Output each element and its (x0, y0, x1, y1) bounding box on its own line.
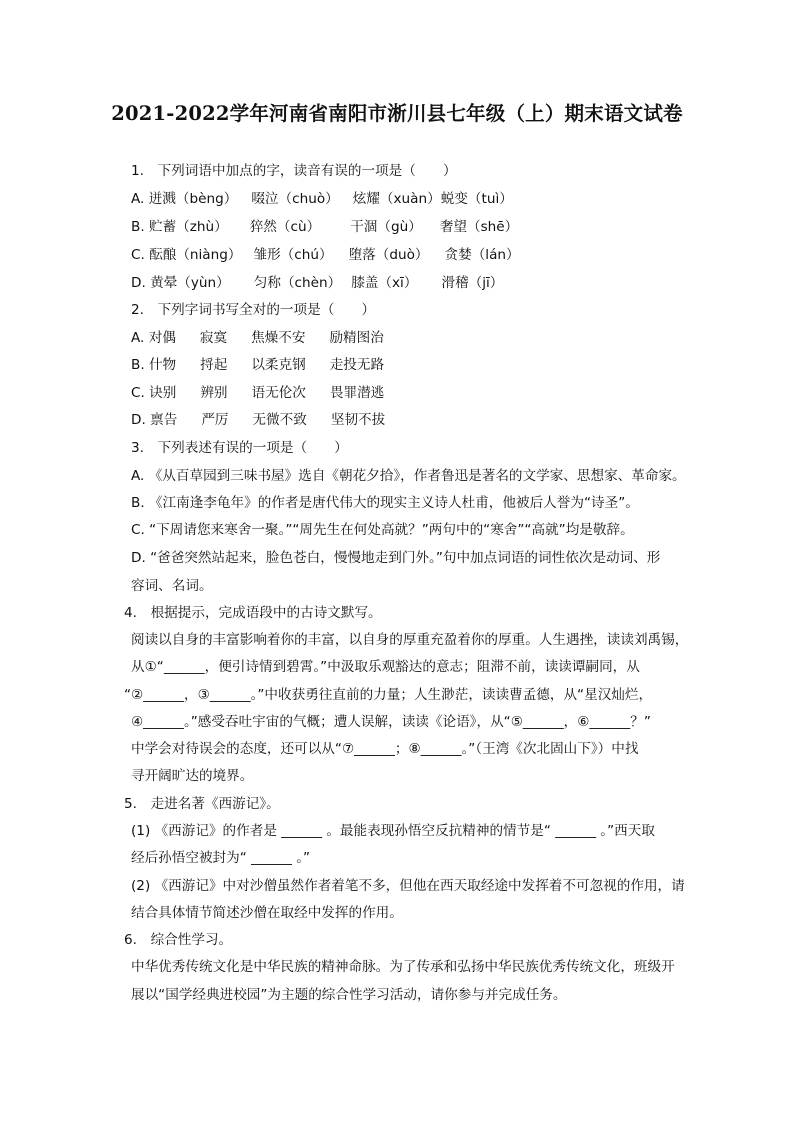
option-b-word-2: 捋起 (200, 357, 228, 373)
option-b-word-4: 走投无路 (329, 357, 385, 373)
question-5-stem: 5. 走进名著《西游记》。 (124, 796, 280, 812)
question-5-line-4: 结合具体情节简述沙僧在取经中发挥的作用。 (131, 905, 403, 921)
question-1-stem: 1. 下列词语中加点的字，读音有误的一项是（ ） (131, 163, 457, 179)
question-1-option-d (131, 273, 503, 293)
option-a-word-4: 蜕变（tuì） (440, 191, 513, 207)
option-a-word-2: 寂寞 (199, 330, 228, 346)
option-a-word-2: 啜泣（chuò） (251, 191, 339, 207)
option-b-word-4: 奢望（shē） (439, 219, 519, 235)
option-d-word-1: D. 禀告 (131, 412, 178, 428)
question-6-line-1: 中华优秀传统文化是中华民族的精神命脉。为了传承和弘扬中华民族优秀传统文化，班级开 (131, 959, 675, 975)
question-1-option-a (131, 189, 513, 209)
question-2-option-d (131, 410, 385, 430)
option-c-word-4: 畏罪潜逃 (329, 385, 385, 401)
question-2-stem: 2. 下列字词书写全对的一项是（ ） (131, 302, 376, 318)
question-4-line-3: “②______，③______。”中收获勇往直前的力量；人生渺茫，读读曹孟德，从“星汉灿烂， (124, 687, 653, 703)
question-3-option-c: C. “下周请您来寒舍一聚。”“周先生在何处高就？”两句中的“寒舍”“高就”均是敬辞。 (131, 522, 634, 538)
question-4-line-1: 阅读以自身的丰富影响着你的丰富，以自身的厚重充盈着你的厚重。人生遇挫，读读刘禹锡， (131, 632, 689, 648)
option-a-word-3: 炫耀（xuàn） (352, 191, 441, 207)
question-6-line-2: 展以“国学经典进校园”为主题的综合性学习活动，请你参与并完成任务。 (131, 987, 567, 1003)
option-b-word-1: B. 什物 (131, 357, 177, 373)
question-3-option-a: A. 《从百草园到三味书屋》选自《朝花夕拾》，作者鲁迅是著名的文学家、思想家、革命家。 (131, 468, 686, 484)
option-c-word-4: 贪婪（lán） (444, 247, 520, 263)
question-3-option-d-line-1: D. “爸爸突然站起来，脸色苍白，慢慢地走到门外。”句中加点词语的词性依次是动词、形 (131, 550, 661, 566)
option-c-word-3: 语无伦次 (251, 385, 306, 401)
option-c-word-2: 雏形（chú） (253, 247, 333, 263)
option-d-word-3: 无微不致 (252, 412, 307, 428)
exam-title: 2021-2022学年河南省南阳市淅川县七年级（上）期末语文试卷 (111, 102, 683, 125)
option-c-word-3: 堕落（duò） (348, 247, 429, 263)
question-4-line-5: 中学会对待误会的态度，还可以从“⑦______；⑧______。”（王湾《次北固山下》）中找 (131, 741, 639, 757)
option-b-word-3: 干涸（gù） (350, 219, 422, 235)
option-d-word-4: 滑稽（jī） (441, 275, 504, 291)
option-a-word-1: A. 对偶 (131, 330, 176, 346)
question-5-line-3: (2) 《西游记》中对沙僧虽然作者着笔不多，但他在西天取经途中发挥着不可忽视的作用，请 (131, 878, 685, 894)
option-d-word-1: D. 黄晕（yùn） (131, 275, 230, 291)
question-5-line-1: (1) 《西游记》的作者是 ______ 。最能表现孙悟空反抗精神的情节是“ ______ 。”西天取 (131, 823, 655, 839)
option-c-word-1: C. 酝酿（niàng） (131, 247, 242, 263)
question-2-option-a (131, 328, 384, 348)
option-a-word-1: A. 迸溅（bèng） (131, 191, 238, 207)
question-4-stem: 4. 根据提示，完成语段中的古诗文默写。 (124, 605, 382, 621)
question-1-option-b (131, 217, 518, 237)
question-3-option-d-line-2: 容词、名词。 (131, 578, 213, 594)
question-4-line-2: 从①“______，便引诗情到碧霄。”中汲取乐观豁达的意志；阻滞不前，读读谭嗣同，从 (131, 659, 640, 675)
question-4-line-6: 寻开阔旷达的境界。 (131, 768, 254, 784)
option-b-word-2: 猝然（cù） (249, 219, 321, 235)
question-4-line-4: ④______。”感受吞吐宇宙的气概；遭人误解，读读《论语》，从“⑤______，⑥______？” (131, 714, 651, 730)
option-d-word-2: 匀称（chèn） (253, 275, 342, 291)
option-b-word-3: 以柔克钢 (251, 357, 306, 373)
option-d-word-2: 严厉 (201, 412, 229, 428)
question-5-line-2: 经后孙悟空被封为“ ______ 。” (131, 850, 311, 866)
question-1-option-c (131, 245, 520, 265)
option-b-word-1: B. 贮蓄（zhù） (131, 219, 228, 235)
option-c-word-1: C. 诀别 (131, 385, 177, 401)
option-a-word-3: 焦燥不安 (251, 330, 306, 346)
question-3-option-b: B. 《江南逢李龟年》的作者是唐代伟大的现实主义诗人杜甫，他被后人誉为“诗圣”。 (131, 495, 639, 511)
question-3-stem: 3. 下列表述有误的一项是（ ） (131, 440, 348, 456)
question-2-option-b (131, 355, 384, 375)
question-2-option-c (131, 383, 384, 403)
option-d-word-3: 膝盖（xī） (351, 275, 418, 291)
option-c-word-2: 辨别 (200, 385, 228, 401)
option-d-word-4: 坚韧不拔 (330, 412, 386, 428)
option-a-word-4: 励精图治 (329, 330, 384, 346)
question-6-stem: 6. 综合性学习。 (124, 932, 233, 948)
